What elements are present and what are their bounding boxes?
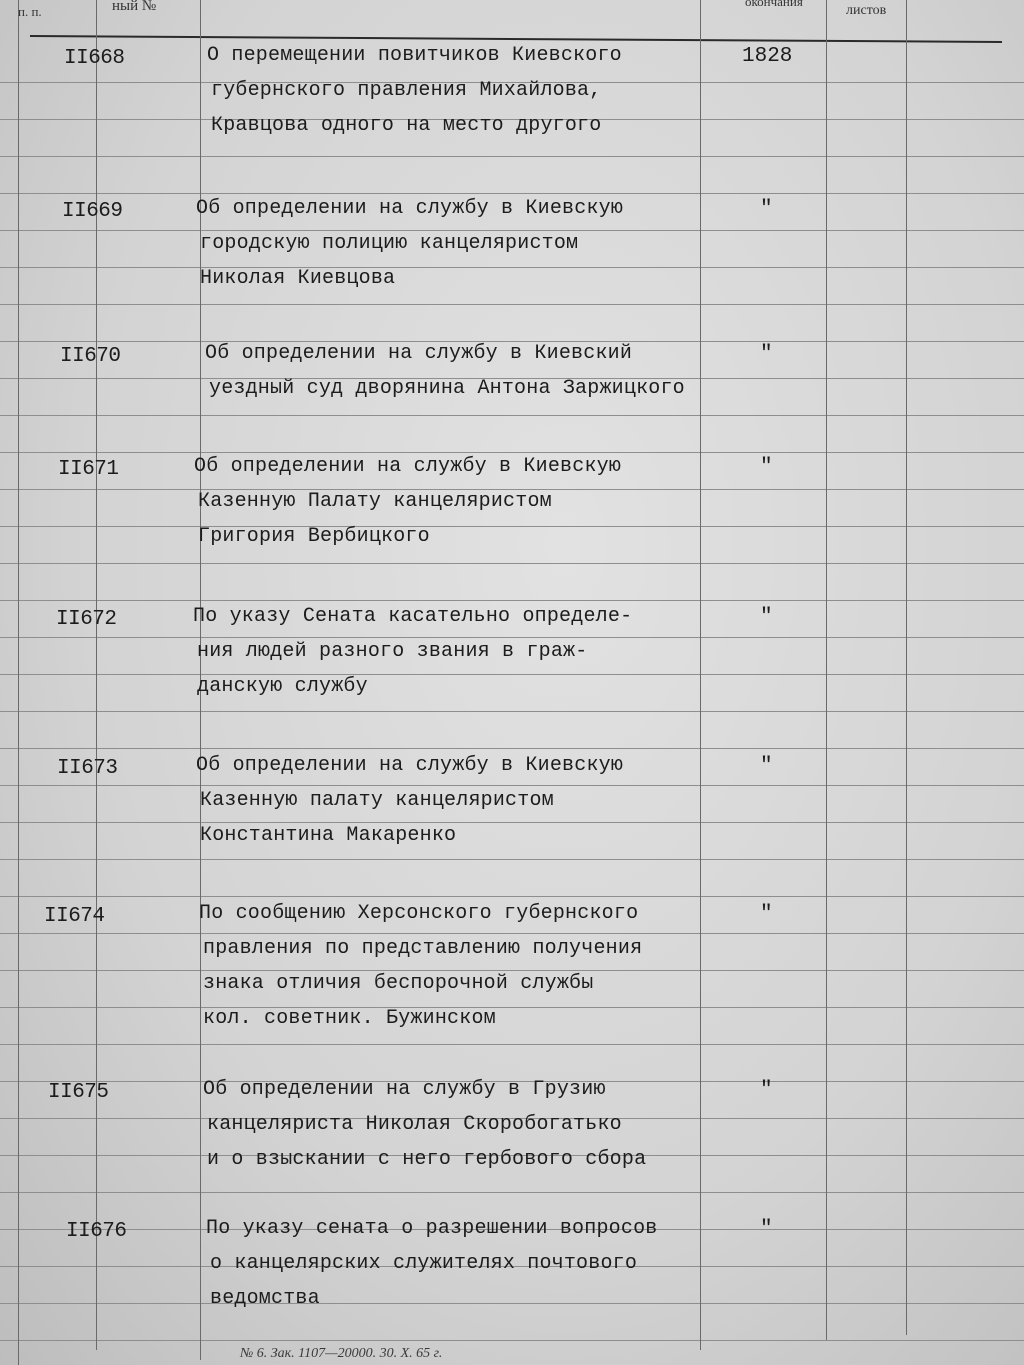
entry-title-line: данскую службу bbox=[197, 675, 368, 698]
ledger-line bbox=[0, 1303, 1024, 1304]
column-header-inventory: ный № bbox=[112, 0, 157, 14]
entry-title-line: о канцелярских служителях почтового bbox=[210, 1252, 638, 1275]
header-separator bbox=[30, 35, 1002, 43]
entry-title-line: По сообщению Херсонского губернского bbox=[199, 902, 639, 925]
ledger-line bbox=[0, 304, 1024, 305]
entry-number: II669 bbox=[62, 200, 123, 223]
entry-number: II675 bbox=[48, 1081, 109, 1104]
entry-title-line: ния людей разного звания в граж- bbox=[197, 640, 588, 663]
entry-title-line: знака отличия беспорочной службы bbox=[203, 972, 594, 995]
entry-title-line: Об определении на службу в Киевскую bbox=[196, 197, 624, 220]
column-header-dates: окончания bbox=[745, 0, 803, 9]
ledger-line bbox=[0, 193, 1024, 194]
ditto-mark: " bbox=[760, 343, 773, 366]
printer-imprint: № 6. Зак. 1107—20000. 30. X. 65 г. bbox=[240, 1346, 443, 1361]
ledger-line bbox=[0, 1192, 1024, 1193]
entry-number: II671 bbox=[58, 458, 119, 481]
entry-number: II670 bbox=[60, 345, 121, 368]
ditto-mark: " bbox=[760, 755, 773, 778]
entry-title-line: и о взыскании с него гербового сбора bbox=[207, 1148, 647, 1171]
column-divider bbox=[700, 0, 701, 1350]
entry-title-line: Казенную Палату канцеляристом bbox=[198, 490, 552, 513]
entry-number: II672 bbox=[56, 608, 117, 631]
ledger-line bbox=[0, 674, 1024, 675]
entry-title-line: канцеляриста Николая Скоробогатько bbox=[207, 1113, 622, 1136]
ledger-line bbox=[0, 415, 1024, 416]
entry-title-line: По указу сената о разрешении вопросов bbox=[206, 1217, 658, 1240]
entry-title-line: Григория Вербицкого bbox=[198, 525, 430, 548]
entry-title-line: Об определении на службу в Киевскую bbox=[196, 754, 624, 777]
column-divider bbox=[906, 0, 907, 1335]
ditto-mark: " bbox=[760, 198, 773, 221]
ledger-line bbox=[0, 230, 1024, 231]
entry-title-line: губернского правления Михайлова, bbox=[211, 79, 602, 102]
entry-title-line: уездный суд дворянина Антона Заржицкого bbox=[209, 377, 685, 400]
entry-title-line: Константина Макаренко bbox=[200, 824, 457, 847]
ledger-line bbox=[0, 156, 1024, 157]
entry-title-line: Николая Киевцова bbox=[200, 267, 396, 290]
ledger-line bbox=[0, 970, 1024, 971]
entry-title-line: городскую полицию канцеляристом bbox=[200, 232, 579, 255]
ditto-mark: " bbox=[760, 606, 773, 629]
ditto-mark: " bbox=[760, 903, 773, 926]
entry-title-line: По указу Сената касательно определе- bbox=[193, 605, 633, 628]
ledger-line bbox=[0, 785, 1024, 786]
ditto-mark: " bbox=[760, 456, 773, 479]
entry-title-line: правления по представлению получения bbox=[203, 937, 643, 960]
ditto-mark: " bbox=[760, 1218, 773, 1241]
entry-number: II668 bbox=[64, 47, 125, 70]
ledger-line bbox=[0, 452, 1024, 453]
ledger-line bbox=[0, 933, 1024, 934]
entry-title-line: Кравцова одного на место другого bbox=[211, 114, 602, 137]
ledger-line bbox=[0, 1340, 1024, 1341]
entry-title-line: Об определении на службу в Грузию bbox=[203, 1078, 606, 1101]
ditto-mark: " bbox=[760, 1079, 773, 1102]
ledger-line bbox=[0, 637, 1024, 638]
ledger-line bbox=[0, 600, 1024, 601]
entry-title-line: Об определении на службу в Киевскую bbox=[194, 455, 622, 478]
entry-title-line: Об определении на службу в Киевский bbox=[205, 342, 633, 365]
column-header-sheets: листов bbox=[846, 3, 887, 18]
entry-year: 1828 bbox=[742, 45, 793, 68]
ledger-line bbox=[0, 1044, 1024, 1045]
entry-title-line: Казенную палату канцеляристом bbox=[200, 789, 554, 812]
column-divider bbox=[826, 0, 827, 1340]
ledger-line bbox=[0, 1007, 1024, 1008]
ledger-line bbox=[0, 711, 1024, 712]
ledger-line bbox=[0, 896, 1024, 897]
ledger-line bbox=[0, 859, 1024, 860]
ledger-line bbox=[0, 563, 1024, 564]
entry-title-line: О перемещении повитчиков Киевского bbox=[207, 44, 622, 67]
entry-title-line: ведомства bbox=[210, 1287, 320, 1310]
column-divider bbox=[18, 0, 19, 1365]
column-header-number: п. п. bbox=[18, 4, 42, 19]
entry-number: II673 bbox=[57, 757, 118, 780]
entry-number: II674 bbox=[44, 905, 105, 928]
entry-number: II676 bbox=[66, 1220, 127, 1243]
entry-title-line: кол. советник. Бужинском bbox=[203, 1007, 496, 1030]
ledger-line bbox=[0, 267, 1024, 268]
ledger-line bbox=[0, 748, 1024, 749]
ledger-line bbox=[0, 822, 1024, 823]
ledger-line bbox=[0, 526, 1024, 527]
